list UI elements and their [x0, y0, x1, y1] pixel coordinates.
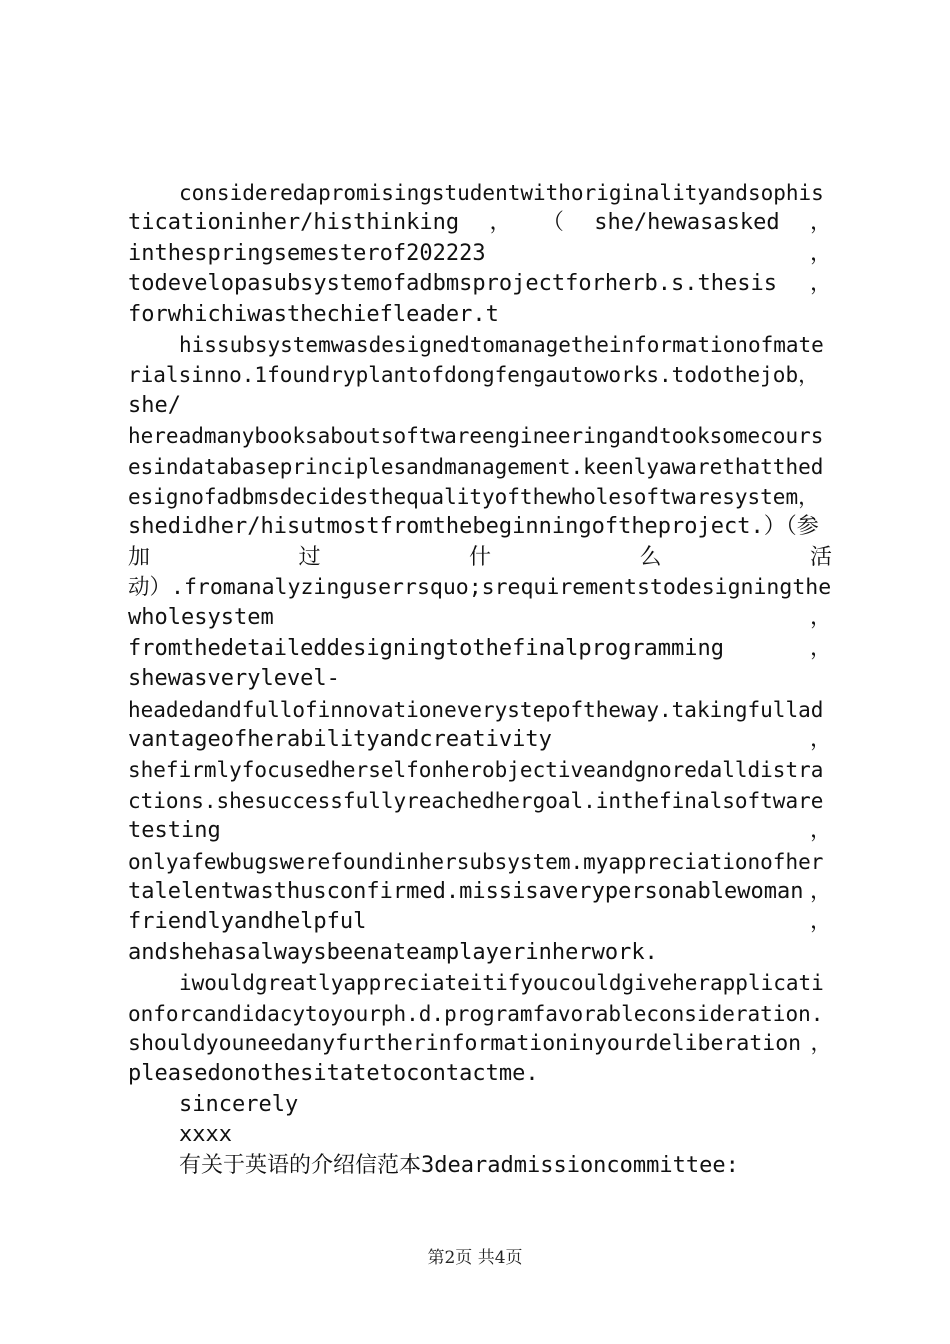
text-segment: 过: [298, 544, 321, 570]
text-line: consideredapromisingstudentwithoriginalityandsophis: [179, 181, 824, 205]
text-segment: ticationinher/histhinking: [128, 210, 460, 236]
text-segment: ，: [809, 635, 832, 661]
text-segment: wholesystem: [128, 605, 274, 631]
text-segment: fromthedetaileddesigningtothefinalprogramming: [128, 635, 725, 661]
text-line: [128, 603, 832, 633]
text-segment: testing: [128, 818, 221, 844]
text-segment: friendlyandhelpful: [128, 909, 367, 935]
letter-body: [128, 178, 832, 1181]
text-segment: 活: [809, 544, 832, 570]
text-segment: vantageofherabilityandcreativity: [128, 727, 552, 753]
text-segment: inthespringsemesterof202223: [128, 240, 486, 266]
text-segment: ，: [809, 240, 832, 266]
text-segment: she/hewasasked: [594, 210, 780, 236]
text-line: rialsinno.1foundryplantofdongfengautoworks.todothejob，: [128, 363, 820, 388]
text-line: hereadmanybooksaboutsoftwareengineeringandtooksomecours: [128, 424, 824, 449]
text-segment: ，: [810, 1030, 832, 1056]
text-line: onforcandidacytoyourph.d.programfavorableconsideration.: [128, 1001, 824, 1026]
text-line: shefirmlyfocusedherselfonherobjectiveandgnoredalldistra: [128, 758, 824, 783]
text-line: xxxx: [179, 1122, 232, 1148]
text-line: [128, 543, 832, 573]
text-segment: ，: [809, 210, 832, 236]
text-line: 有关于英语的介绍信范本3dearadmissioncommittee:: [179, 1152, 739, 1178]
text-line: shewasverylevel-: [128, 666, 340, 692]
text-segment: ，: [809, 271, 832, 297]
text-segment: ，: [809, 909, 832, 935]
text-line: 动）.fromanalyzinguserrsquo;srequirementstodesigningthe: [128, 575, 832, 601]
text-line: esindatabaseprinciplesandmanagement.keenlyawarethatthed: [128, 454, 824, 479]
text-line: ctions.shesuccessfullyreachedhergoal.inthefinalsoftware: [128, 788, 824, 813]
text-line: headedandfullofinnovationeverystepoftheway.takingfullad: [128, 697, 824, 722]
text-segment: ，: [809, 727, 832, 753]
text-line: [128, 269, 832, 299]
text-line: [128, 634, 832, 664]
text-segment: talelentwasthusconfirmed.missisaverypersonablewoman: [128, 878, 804, 904]
text-segment: ，: [809, 605, 832, 631]
text-line: [128, 725, 832, 755]
text-line: hissubsystemwasdesignedtomanagetheinformationofmate: [179, 332, 824, 357]
text-line: onlyafewbugswerefoundinhersubsystem.myappreciationofher: [128, 849, 824, 874]
text-line: she/: [128, 392, 181, 418]
text-line: [128, 816, 832, 846]
page-footer: 第2页 共4页: [427, 1248, 523, 1268]
text-segment: todevelopasubsystemofadbmsprojectforherb.s.thesis: [128, 271, 778, 297]
text-line: iwouldgreatlyappreciateitifyoucouldgiveherapplicati: [179, 971, 824, 996]
text-segment: 么: [639, 544, 662, 570]
text-line: andshehasalwaysbeenateamplayerinherwork.: [128, 939, 658, 965]
text-line: [128, 1029, 832, 1059]
text-segment: ，: [809, 878, 832, 904]
text-line: [128, 208, 832, 238]
text-line: esignofadbmsdecidesthequalityofthewholesoftwaresystem，: [128, 484, 820, 509]
text-segment: 什: [468, 544, 491, 570]
text-segment: （: [541, 210, 564, 236]
text-line: forwhichiwasthechiefleader.t: [128, 301, 499, 327]
text-line: shedidher/hisutmostfromthebeginningoftheproject.）（参: [128, 514, 819, 540]
text-line: [128, 239, 832, 269]
text-segment: ，: [489, 210, 512, 236]
text-segment: 加: [128, 544, 151, 570]
text-segment: ，: [809, 818, 832, 844]
text-line: [128, 877, 832, 907]
text-segment: shouldyouneedanyfurtherinformationinyourdeliberation: [128, 1030, 802, 1056]
text-line: sincerely: [179, 1091, 299, 1117]
text-line: [128, 907, 832, 937]
text-line: pleasedonothesitatetocontactme.: [128, 1061, 539, 1087]
